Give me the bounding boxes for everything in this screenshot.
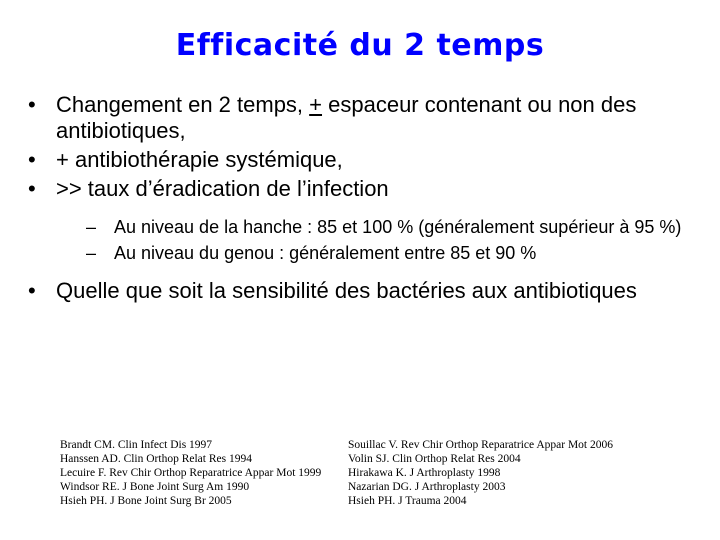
bullet-text: >> taux d’éradication de l’infection bbox=[56, 176, 389, 201]
bullet-list bbox=[28, 92, 688, 307]
bullet-text: Changement en 2 temps, bbox=[56, 92, 310, 117]
sub-bullet-text: Au niveau du genou : généralement entre 85 et 90 % bbox=[114, 243, 537, 263]
bullet-marker: • bbox=[28, 278, 36, 303]
reference-line: Windsor RE. J Bone Joint Surg Am 1990 bbox=[60, 481, 250, 493]
dash-marker: – bbox=[86, 217, 97, 237]
reference-line: Hsieh PH. J Trauma 2004 bbox=[348, 495, 467, 507]
reference-line: Lecuire F. Rev Chir Orthop Reparatrice Appar Mot 1999 bbox=[60, 467, 322, 479]
bullet-underlined-plus: + bbox=[309, 92, 323, 117]
bullet-marker: • bbox=[28, 147, 36, 172]
bullet-item bbox=[28, 147, 688, 173]
reference-line: Souillac V. Rev Chir Orthop Reparatrice Appar Mot 2006 bbox=[348, 439, 613, 451]
bullet-text-rest: espaceur contenant ou non des antibiotiques, bbox=[56, 92, 637, 143]
sub-bullet-text: Au niveau de la hanche : 85 et 100 % (généralement supérieur à 95 %) bbox=[114, 217, 682, 237]
reference-line: Nazarian DG. J Arthroplasty 2003 bbox=[348, 481, 506, 493]
reference-line: Hanssen AD. Clin Orthop Relat Res 1994 bbox=[60, 453, 252, 465]
dash-marker: – bbox=[86, 243, 97, 263]
bullet-marker: • bbox=[28, 176, 36, 201]
sub-bullet-item bbox=[86, 242, 688, 264]
bullet-item bbox=[28, 92, 688, 144]
reference-line: Hirakawa K. J Arthroplasty 1998 bbox=[348, 467, 501, 479]
reference-line: Volin SJ. Clin Orthop Relat Res 2004 bbox=[348, 453, 521, 465]
references-left-column bbox=[60, 438, 321, 508]
references-right-column bbox=[348, 438, 613, 508]
bullet-marker: • bbox=[28, 92, 36, 117]
bullet-text: Quelle que soit la sensibilité des bactéries aux antibiotiques bbox=[56, 278, 637, 303]
bullet-item bbox=[28, 176, 688, 264]
reference-line: Brandt CM. Clin Infect Dis 1997 bbox=[60, 439, 213, 451]
bullet-item bbox=[28, 278, 688, 304]
sub-bullet-list bbox=[56, 216, 688, 264]
bullet-text: + antibiothérapie systémique, bbox=[56, 147, 343, 172]
slide-title: Efficacité du 2 temps bbox=[175, 28, 545, 63]
sub-bullet-item bbox=[86, 216, 688, 238]
reference-line: Hsieh PH. J Bone Joint Surg Br 2005 bbox=[60, 495, 232, 507]
